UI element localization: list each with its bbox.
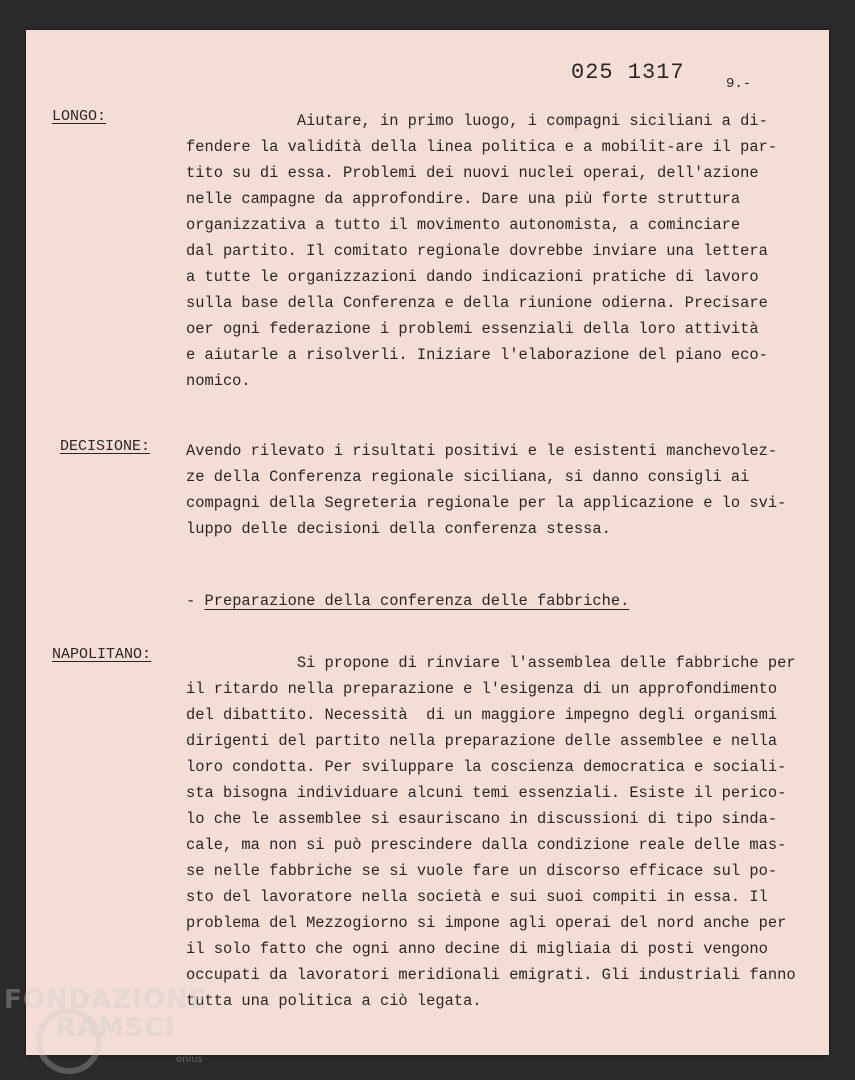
watermark-line-1: FONDAZIONE bbox=[4, 985, 208, 1015]
text-line: Avendo rilevato i risultati positivi e le esistenti manchevolez- bbox=[186, 442, 778, 460]
speaker-label-longo: LONGO: bbox=[52, 108, 107, 125]
text-line: fendere la validità della linea politica e a mobilit-are il par- bbox=[186, 138, 778, 156]
text-line: il solo fatto che ogni anno decine di migliaia di posti vengono bbox=[186, 940, 768, 958]
heading-dash: - bbox=[186, 592, 205, 610]
text-line: lo che le assemblee si esauriscano in discussioni di tipo sinda- bbox=[186, 810, 778, 828]
text-line: dirigenti del partito nella preparazione delle assemblee e nella bbox=[186, 732, 778, 750]
page-number: 9.- bbox=[726, 76, 752, 92]
document-page bbox=[26, 30, 829, 1055]
text-line: dal partito. Il comitato regionale dovrebbe inviare una lettera bbox=[186, 242, 768, 260]
text-line: sulla base della Conferenza e della riunione odierna. Precisare bbox=[186, 294, 768, 312]
watermark-line-3: onlus bbox=[176, 1054, 203, 1065]
paragraph-decisione bbox=[186, 438, 786, 542]
text-line: il ritardo nella preparazione e l'esigenza di un approfondimento bbox=[186, 680, 778, 698]
text-line: tito su di essa. Problemi dei nuovi nuclei operai, dell'azione bbox=[186, 164, 759, 182]
text-line: a tutte le organizzazioni dando indicazioni pratiche di lavoro bbox=[186, 268, 759, 286]
watermark-line-2: RAMSCI bbox=[56, 1013, 176, 1043]
text-line: organizzativa a tutto il movimento autonomista, a cominciare bbox=[186, 216, 741, 234]
watermark-g-logo-icon bbox=[36, 1008, 102, 1074]
paragraph-napolitano bbox=[186, 650, 796, 1014]
text-line: nomico. bbox=[186, 372, 251, 390]
speaker-label-decisione: DECISIONE: bbox=[60, 438, 151, 455]
text-line: compagni della Segreteria regionale per la applicazione e lo svi- bbox=[186, 494, 787, 512]
text-line: tutta una politica a ciò legata. bbox=[186, 992, 482, 1010]
document-number: 025 1317 bbox=[571, 60, 685, 85]
text-line: Aiutare, in primo luogo, i compagni siciliani a di- bbox=[186, 112, 768, 130]
text-line: oer ogni federazione i problemi essenziali della loro attività bbox=[186, 320, 759, 338]
paragraph-longo bbox=[186, 108, 777, 394]
text-line: nelle campagne da approfondire. Dare una più forte struttura bbox=[186, 190, 741, 208]
text-line: del dibattito. Necessità di un maggiore impegno degli organismi bbox=[186, 706, 778, 724]
speaker-label-napolitano: NAPOLITANO: bbox=[52, 646, 152, 663]
text-line: e aiutarle a risolverli. Iniziare l'elaborazione del piano eco- bbox=[186, 346, 768, 364]
fondazione-gramsci-watermark bbox=[4, 986, 207, 1042]
text-line: problema del Mezzogiorno si impone agli operai del nord anche per bbox=[186, 914, 787, 932]
section-heading bbox=[186, 592, 629, 610]
text-line: cale, ma non si può prescindere dalla condizione reale delle mas- bbox=[186, 836, 787, 854]
text-line: ze della Conferenza regionale siciliana, si danno consigli ai bbox=[186, 468, 750, 486]
text-line: sto del lavoratore nella società e sui suoi compiti in essa. Il bbox=[186, 888, 768, 906]
text-line: loro condotta. Per sviluppare la coscienza democratica e sociali- bbox=[186, 758, 787, 776]
text-line: occupati da lavoratori meridionali emigrati. Gli industriali fanno bbox=[186, 966, 796, 984]
text-line: luppo delle decisioni della conferenza stessa. bbox=[186, 520, 611, 538]
text-line: sta bisogna individuare alcuni temi essenziali. Esiste il perico- bbox=[186, 784, 787, 802]
heading-text: Preparazione della conferenza delle fabbriche. bbox=[204, 592, 630, 610]
text-line: se nelle fabbriche se si vuole fare un discorso efficace sul po- bbox=[186, 862, 778, 880]
text-line: Si propone di rinviare l'assemblea delle fabbriche per bbox=[186, 654, 796, 672]
